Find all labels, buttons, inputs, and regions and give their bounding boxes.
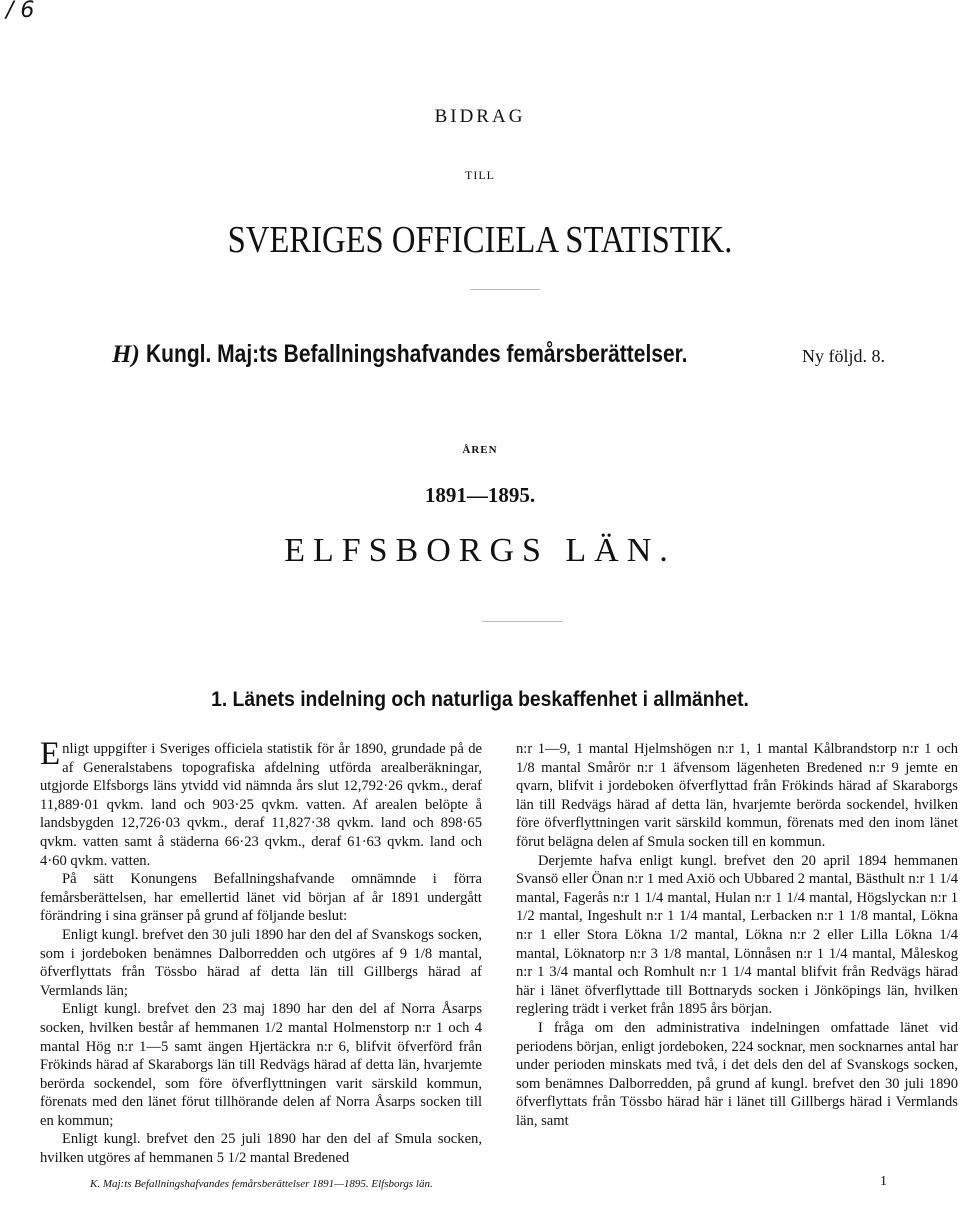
paragraph: På sätt Konungens Befallningshafvande omnämnde i förra femårsberättelsen, har emellertid länet vid början af år 1891 undergått förändring i sina gränser på grund af följande beslut: bbox=[40, 871, 482, 925]
paragraph: Enligt uppgifter i Sveriges officiela statistik för år 1890, grundade på de af Generalstabens topografiska afdelning utförda arealberäkningar, utgjorde Elfsborgs läns ytvidd vid nämnda års slut 12,792·26 qvkm., deraf 11,889·01 qvkm. land och 903·25 qvkm. vatten. Af arealen belöpte å landsbygden 12,726·03 qvkm., deraf 11,827·38 qvkm. land och 898·65 qvkm. vatten samt å städerna 66·23 qvkm., deraf 61·63 qvkm. land och 4·60 qvkm. vatten. bbox=[40, 736, 482, 869]
paragraph: Enligt kungl. brefvet den 25 juli 1890 har den del af Smula socken, hvilken utgöres af hemmanen 5 1/2 mantal Bredened bbox=[40, 1131, 482, 1167]
paragraph: Derjemte hafva enligt kungl. brefvet den 20 april 1894 hemmanen Svansö eller Önan n:r 1 med Axiö och Ubbared 2 mantal, Bästhult n:r 1 1/4 mantal, Fagerås n:r 1 1/4 mantal, Hulan n:r 1 1/4 mantal, Högslyckan n:r 1 1/2 mantal, Ingeshult n:r 1 1/4 mantal, Lerbacken n:r 1 1/8 mantal, Lökna n:r 1 eller Stora Lökna 1/2 mantal, Lökna n:r 2 eller Lilla Lökna 1/4 mantal, Löknatorp n:r 3 1/8 mantal, Lönnåsen n:r 1 1/4 mantal, Måleskog n:r 1 3/4 mantal och Romhult n:r 1 1/4 mantal blifvit från Redvägs härad här i länet öfverflyttade till Bottnaryds socken i Jönköpings län, hvilken reglering trädt i verket från 1895 års början. bbox=[516, 852, 958, 1018]
series-line bbox=[112, 340, 885, 369]
series-suffix: Ny följd. 8. bbox=[802, 346, 885, 366]
paragraph: Enligt kungl. brefvet den 30 juli 1890 har den del af Svanskogs socken, som i jordeboken benämnes Dalborredden och utgöres af 9 1/8 mantal, öfverflyttats från Tössbo härad af detta län till Gillbergs härad af Vermlands län; bbox=[40, 926, 482, 999]
drop-cap: E bbox=[40, 736, 61, 772]
paragraph: I fråga om den administrativa indelningen omfattade länet vid periodens början, enligt jordeboken, 224 socknar, men socknarnes antal har under perioden minskats med två, i det dels den del af Svanskogs socken, som benämnes Dalborredden, på grund af kungl. brefvet den 30 juli 1890 öfverflyttats från Tössbo härad här i länet till Gillbergs härad i Vermlands län, samt bbox=[516, 1019, 958, 1129]
years-label: 1891—1895. bbox=[424, 483, 536, 507]
main-title: SVERIGES OFFICIELA STATISTIK. bbox=[227, 219, 733, 261]
print-smudge bbox=[470, 289, 540, 290]
bidrag-heading: BIDRAG bbox=[434, 106, 526, 127]
series-title: Kungl. Maj:ts Befallningshafvandes femårsberättelser. bbox=[146, 340, 688, 368]
paragraph: n:r 1—9, 1 mantal Hjelmshögen n:r 1, 1 mantal Kålbrandstorp n:r 1 och 1/8 mantal Smårör n:r 1 äfvensom lägenheten Bredened n:r 9 jemte en qvarn, blifvit i jordeboken öfverflyttad från Frökinds härad af Skaraborgs län till Redvägs härad af detta län, hvarjemte berörda sockendel, hvilken före öfverflyttningen varit särskild kommun, förenats med den inom länet förut belägna delen af Smula socken till en kommun. bbox=[516, 741, 958, 850]
print-smudge bbox=[482, 621, 562, 622]
section-heading: 1. Länets indelning och naturliga beskaffenhet i allmänhet. bbox=[211, 688, 749, 711]
page-number: 1 bbox=[880, 1174, 887, 1189]
paragraph: Enligt kungl. brefvet den 23 maj 1890 har den del af Norra Åsarps socken, hvilken består af hemmanen 1/2 mantal Holmenstorp n:r 1 och 4 mantal Hög n:r 1—5 samt ängen Hjertäckra n:r 6, blifvit öfverförd från Frökinds härad af Skaraborgs län till Redvägs härad af detta län, hvarjemte berörda sockendel, som före öfverflyttningen varit särskild kommun, förenats med den länet förut tillhörande delen af Norra Åsarps socken till en kommun; bbox=[40, 1001, 482, 1129]
series-letter: H) bbox=[112, 341, 140, 368]
left-column bbox=[40, 736, 482, 1168]
county-title: ELFSBORGS LÄN. bbox=[284, 532, 676, 569]
aren-label: ÅREN bbox=[462, 444, 498, 456]
right-column bbox=[516, 740, 958, 1130]
running-footer: K. Maj:ts Befallningshafvandes femårsberättelser 1891—1895. Elfsborgs län. bbox=[90, 1178, 433, 1190]
corner-handwritten-mark: / 6 bbox=[6, 0, 35, 23]
till-heading: TILL bbox=[465, 168, 495, 182]
